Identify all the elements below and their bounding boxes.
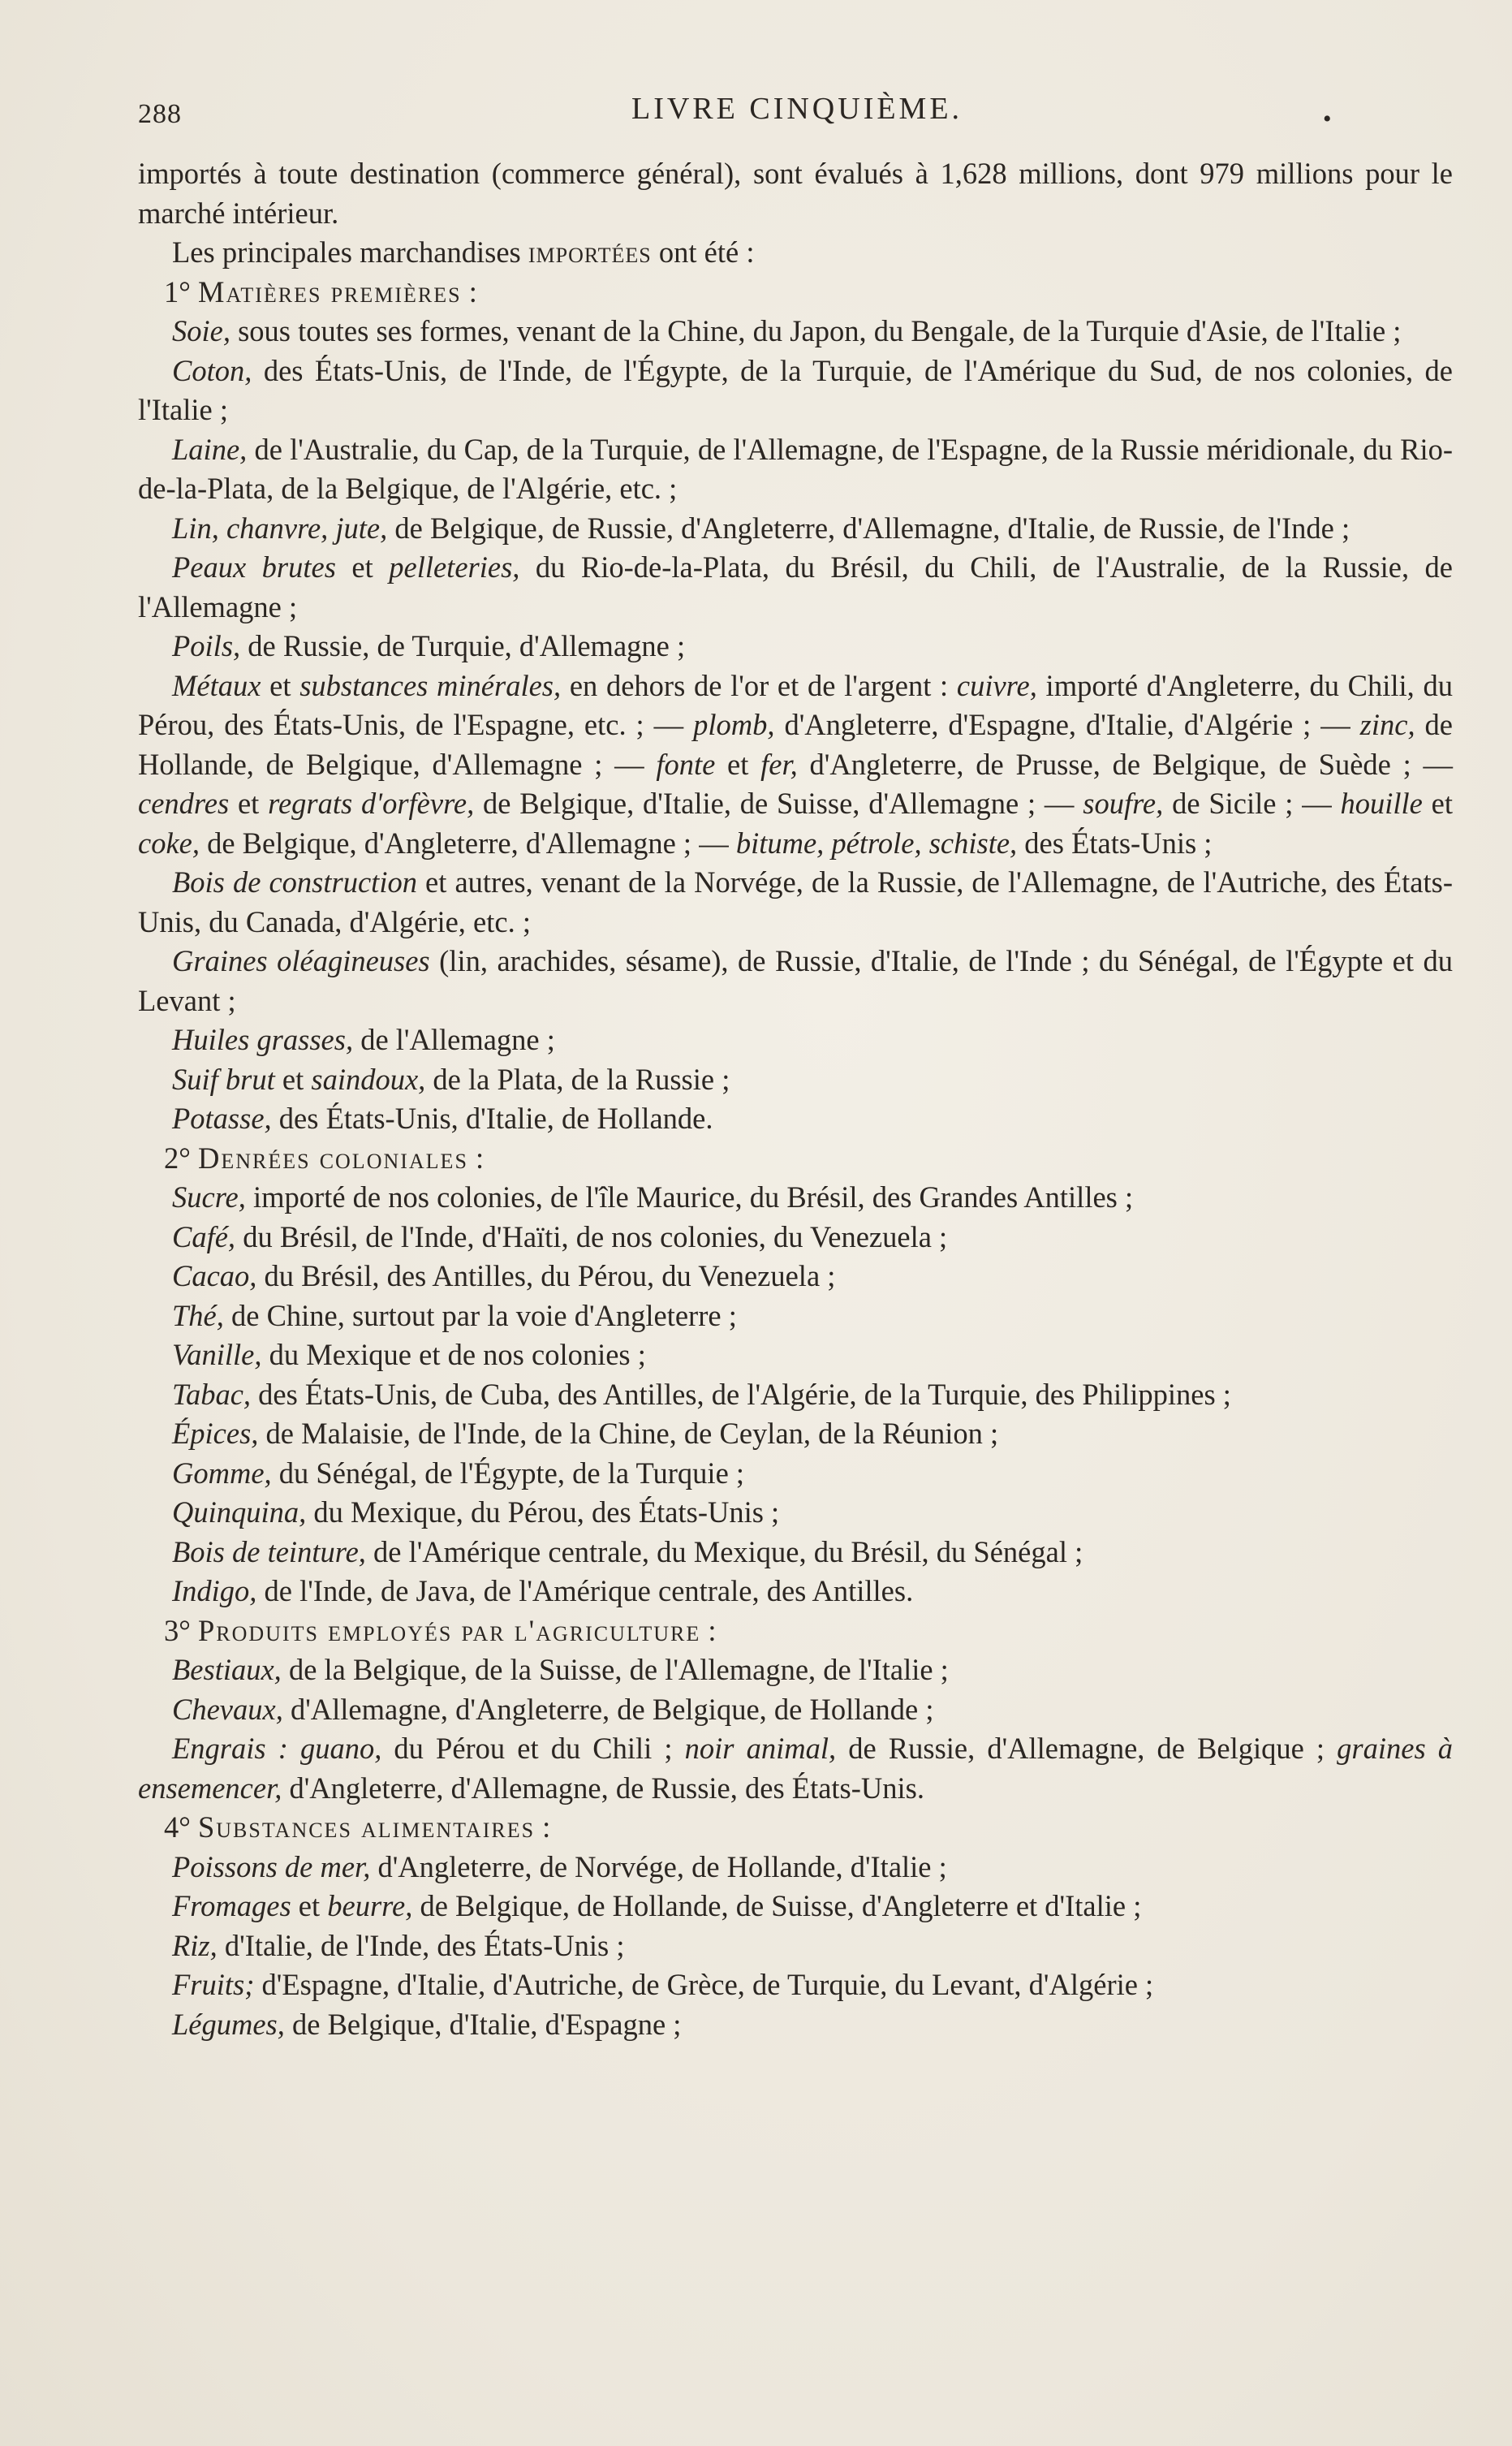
list-item: [138, 2005, 1453, 2045]
commodity-name: Fruits;: [172, 1968, 255, 2001]
commodity-name: saindoux,: [311, 1062, 426, 1096]
list-item: [138, 1650, 1453, 1690]
origin-text: de l'Amérique centrale, du Mexique, du Brésil, du Sénégal ;: [365, 1534, 1083, 1568]
origin-text: d'Angleterre, d'Allemagne, de Russie, des États-Unis.: [282, 1771, 924, 1805]
origin-text: des États-Unis, d'Italie, de Hollande.: [271, 1102, 713, 1135]
origin-text: sous toutes ses formes, venant de la Chine, du Japon, du Bengale, de la Turquie d'Asie, de l'Italie ;: [230, 314, 1402, 347]
running-head: [138, 91, 1453, 140]
commodity-name: Légumes,: [172, 2007, 285, 2041]
origin-text: de la Belgique, de la Suisse, de l'Allemagne, de l'Italie ;: [281, 1653, 949, 1686]
origin-text: d'Angleterre, de Prusse, de Belgique, de Suède ; —: [797, 747, 1453, 781]
section-colon: :: [535, 1810, 551, 1844]
list-item: [138, 312, 1453, 352]
intro-lead-emphasis: importées: [528, 235, 652, 269]
origin-text: et: [261, 668, 300, 702]
origin-text: du Rio-de-la-Plata, du Brésil, du Chili, de l'Australie, de la Russie, de l'Allemagne ;: [138, 550, 1454, 623]
origin-text: et: [229, 787, 269, 820]
list-item: [138, 667, 1453, 864]
origin-text: de l'Australie, du Cap, de la Turquie, de l'Allemagne, de l'Espagne, de la Russie méridionale, du Rio-de-la-Plata, de la Belgique, de l'Algérie, etc. ;: [138, 432, 1453, 505]
commodity-name: Indigo,: [172, 1574, 257, 1607]
commodity-name: Poissons de mer,: [172, 1849, 371, 1883]
origin-text: de Belgique, d'Angleterre, d'Allemagne ; —: [199, 826, 736, 860]
list-item: [138, 1454, 1453, 1494]
running-title: LIVRE CINQUIÈME.: [631, 92, 963, 126]
list-item: [138, 1218, 1453, 1258]
commodity-name: houille: [1340, 787, 1423, 820]
list-item: [138, 1533, 1453, 1572]
commodity-name: Quinquina,: [172, 1495, 307, 1529]
origin-text: des États-Unis, de Cuba, des Antilles, de l'Algérie, de la Turquie, des Philippines ;: [251, 1377, 1231, 1411]
origin-text: d'Espagne, d'Italie, d'Autriche, de Grèce, de Turquie, du Levant, d'Algérie ;: [254, 1968, 1154, 2001]
section-colon: :: [461, 274, 477, 308]
list-item: [138, 863, 1453, 942]
commodity-name: Lin, chanvre, jute,: [172, 511, 388, 545]
page-body: [138, 154, 1453, 2044]
origin-text: de Belgique, d'Italie, de Suisse, d'Allemagne ; —: [474, 787, 1083, 820]
commodity-name: Suif brut: [172, 1062, 275, 1096]
commodity-name: Thé,: [172, 1298, 224, 1332]
intro-lead-end: ont été :: [651, 235, 755, 269]
origin-text: du Mexique et de nos colonies ;: [261, 1338, 646, 1371]
list-item: [138, 1335, 1453, 1375]
page-number: 288: [138, 99, 182, 129]
commodity-name: Vanille,: [172, 1338, 262, 1371]
section-colon: :: [700, 1613, 717, 1647]
commodity-name: Coton,: [172, 353, 252, 387]
commodity-name: Huiles grasses,: [172, 1023, 354, 1056]
commodity-name: Potasse,: [172, 1102, 272, 1135]
list-item: [138, 1729, 1453, 1808]
section-title: Denrées coloniales: [197, 1141, 468, 1175]
origin-text: d'Angleterre, d'Espagne, d'Italie, d'Algérie ; —: [774, 708, 1360, 741]
origin-text: du Mexique, du Pérou, des États-Unis ;: [306, 1495, 780, 1529]
commodity-name: Fromages: [172, 1889, 291, 1922]
origin-text: et: [335, 550, 390, 584]
section-colon: :: [467, 1141, 485, 1175]
commodity-name: Métaux: [172, 668, 261, 702]
commodity-name: Laine,: [172, 432, 248, 466]
intro-lead-text: Les principales marchandises: [172, 235, 528, 269]
section-title: Produits employés par l'agriculture: [197, 1613, 701, 1647]
list-item: [138, 1965, 1453, 2005]
commodity-name: substances minérales,: [299, 668, 562, 702]
commodity-name: Bois de teinture,: [172, 1534, 366, 1568]
origin-text: de Belgique, de Hollande, de Suisse, d'Angleterre et d'Italie ;: [412, 1889, 1142, 1922]
list-item: [138, 1690, 1453, 1730]
origin-text: d'Italie, de l'Inde, des États-Unis ;: [217, 1928, 625, 1962]
commodity-name: beurre,: [327, 1889, 413, 1922]
list-item: [138, 1099, 1453, 1139]
list-item: [138, 627, 1453, 667]
commodity-name: Épices,: [172, 1417, 259, 1450]
list-item: [138, 548, 1453, 627]
origin-text: de Russie, de Turquie, d'Allemagne ;: [240, 629, 686, 662]
commodity-name: graines à ensemencer,: [138, 1732, 1454, 1805]
origin-text: d'Angleterre, de Norvége, de Hollande, d'Italie ;: [370, 1849, 947, 1883]
commodity-name: Tabac,: [172, 1377, 252, 1411]
origin-text: importé de nos colonies, de l'île Maurice, du Brésil, des Grandes Antilles ;: [245, 1180, 1134, 1214]
commodity-name: plomb,: [693, 708, 775, 741]
list-item: [138, 430, 1453, 509]
commodity-name: Bois de construction: [172, 865, 417, 899]
commodity-name: Gomme,: [172, 1456, 272, 1490]
origin-text: de Chine, surtout par la voie d'Angleterre ;: [223, 1298, 737, 1332]
list-item: [138, 1375, 1453, 1415]
section-number: 2°: [164, 1141, 198, 1175]
list-item: [138, 1060, 1453, 1100]
origin-text: du Pérou et du Chili ;: [381, 1732, 685, 1765]
commodity-name: cuivre,: [956, 668, 1037, 702]
commodity-name: fonte: [656, 747, 716, 781]
origin-text: des États-Unis, de l'Inde, de l'Égypte, de la Turquie, de l'Amérique du Sud, de nos colonies, de l'Italie ;: [138, 353, 1453, 426]
commodity-name: Engrais : guano,: [172, 1732, 382, 1765]
list-item: [138, 509, 1453, 549]
list-item: [138, 942, 1453, 1020]
origin-text: du Brésil, des Antilles, du Pérou, du Venezuela ;: [256, 1259, 836, 1292]
commodity-name: fer,: [760, 747, 798, 781]
header-ornament: •: [1323, 106, 1332, 132]
origin-text: de l'Allemagne ;: [353, 1023, 555, 1056]
commodity-name: zinc,: [1359, 708, 1415, 741]
origin-text: du Brésil, de l'Inde, d'Haïti, de nos colonies, du Venezuela ;: [235, 1219, 948, 1253]
origin-text: et: [274, 1062, 312, 1096]
origin-text: en dehors de l'or et de l'argent :: [561, 668, 957, 702]
list-item: [138, 1848, 1453, 1887]
origin-text: et: [1422, 787, 1454, 820]
intro-paragraph: importés à toute destination (commerce général), sont évalués à 1,628 millions, dont 979 millions pour le marché intérieur.: [138, 157, 1453, 230]
origin-text: de Belgique, d'Italie, d'Espagne ;: [284, 2007, 682, 2041]
list-item: [138, 1572, 1453, 1611]
origin-text: et autres, venant de la Norvége, de la Russie, de l'Allemagne, de l'Autriche, des États-Unis, du Canada, d'Algérie, etc. ;: [138, 865, 1453, 938]
list-item: [138, 1257, 1453, 1296]
origin-text: de Belgique, de Russie, d'Angleterre, d'Allemagne, d'Italie, de Russie, de l'Inde ;: [387, 511, 1350, 545]
commodity-name: regrats d'orfèvre,: [268, 787, 475, 820]
list-item: [138, 1493, 1453, 1533]
commodity-name: Sucre,: [172, 1180, 246, 1214]
list-item: [138, 1414, 1453, 1454]
commodity-name: Café,: [172, 1219, 236, 1253]
commodity-name: Poils,: [172, 629, 241, 662]
commodity-name: coke,: [138, 826, 200, 860]
section-number: 3°: [164, 1613, 198, 1647]
list-item: [138, 1887, 1453, 1926]
commodity-name: pelleteries,: [389, 550, 520, 584]
list-item: [138, 1926, 1453, 1966]
commodity-name: Graines oléagineuses: [172, 944, 430, 977]
commodity-name: Cacao,: [172, 1259, 257, 1292]
commodity-name: Riz,: [172, 1928, 218, 1962]
origin-text: des États-Unis ;: [1017, 826, 1213, 860]
commodity-name: cendres: [138, 787, 230, 820]
origin-text: d'Allemagne, d'Angleterre, de Belgique, de Hollande ;: [282, 1692, 934, 1726]
commodity-name: noir animal,: [684, 1732, 837, 1765]
origin-text: du Sénégal, de l'Égypte, de la Turquie ;: [271, 1456, 745, 1490]
commodity-name: Soie,: [172, 314, 230, 347]
commodity-name: Bestiaux,: [172, 1653, 282, 1686]
origin-text: de Russie, d'Allemagne, de Belgique ;: [836, 1732, 1338, 1765]
section-number: 4°: [164, 1810, 198, 1844]
origin-text: de Sicile ; —: [1163, 787, 1341, 820]
list-item: [138, 1296, 1453, 1336]
commodity-name: bitume, pétrole, schiste,: [735, 826, 1018, 860]
list-item: [138, 352, 1453, 430]
origin-text: de Hollande, de Belgique, d'Allemagne ; —: [138, 708, 1454, 781]
section-heading: [138, 273, 1453, 313]
origin-text: importé d'Angleterre, du Chili, du Pérou, des États-Unis, de l'Espagne, etc. ; —: [138, 668, 1453, 741]
section-heading: [138, 1139, 1453, 1179]
origin-text: (lin, arachides, sésame), de Russie, d'Italie, de l'Inde ; du Sénégal, de l'Égypte et du Levant ;: [138, 944, 1454, 1017]
origin-text: de Malaisie, de l'Inde, de la Chine, de Ceylan, de la Réunion ;: [258, 1417, 999, 1450]
origin-text: et: [291, 1889, 328, 1922]
section-title: Substances alimentaires: [197, 1810, 536, 1844]
section-title: Matières premières: [197, 274, 462, 308]
section-number: 1°: [164, 274, 198, 308]
origin-text: de la Plata, de la Russie ;: [425, 1062, 730, 1096]
origin-text: de l'Inde, de Java, de l'Amérique centrale, des Antilles.: [256, 1574, 914, 1607]
origin-text: et: [715, 747, 761, 781]
section-heading: [138, 1808, 1453, 1848]
intro-lead: [138, 233, 1453, 273]
commodity-name: Chevaux,: [172, 1692, 283, 1726]
list-item: [138, 1020, 1453, 1060]
commodity-name: Peaux brutes: [172, 550, 336, 584]
commodity-name: soufre,: [1083, 787, 1164, 820]
list-item: [138, 1178, 1453, 1218]
section-heading: [138, 1611, 1453, 1651]
